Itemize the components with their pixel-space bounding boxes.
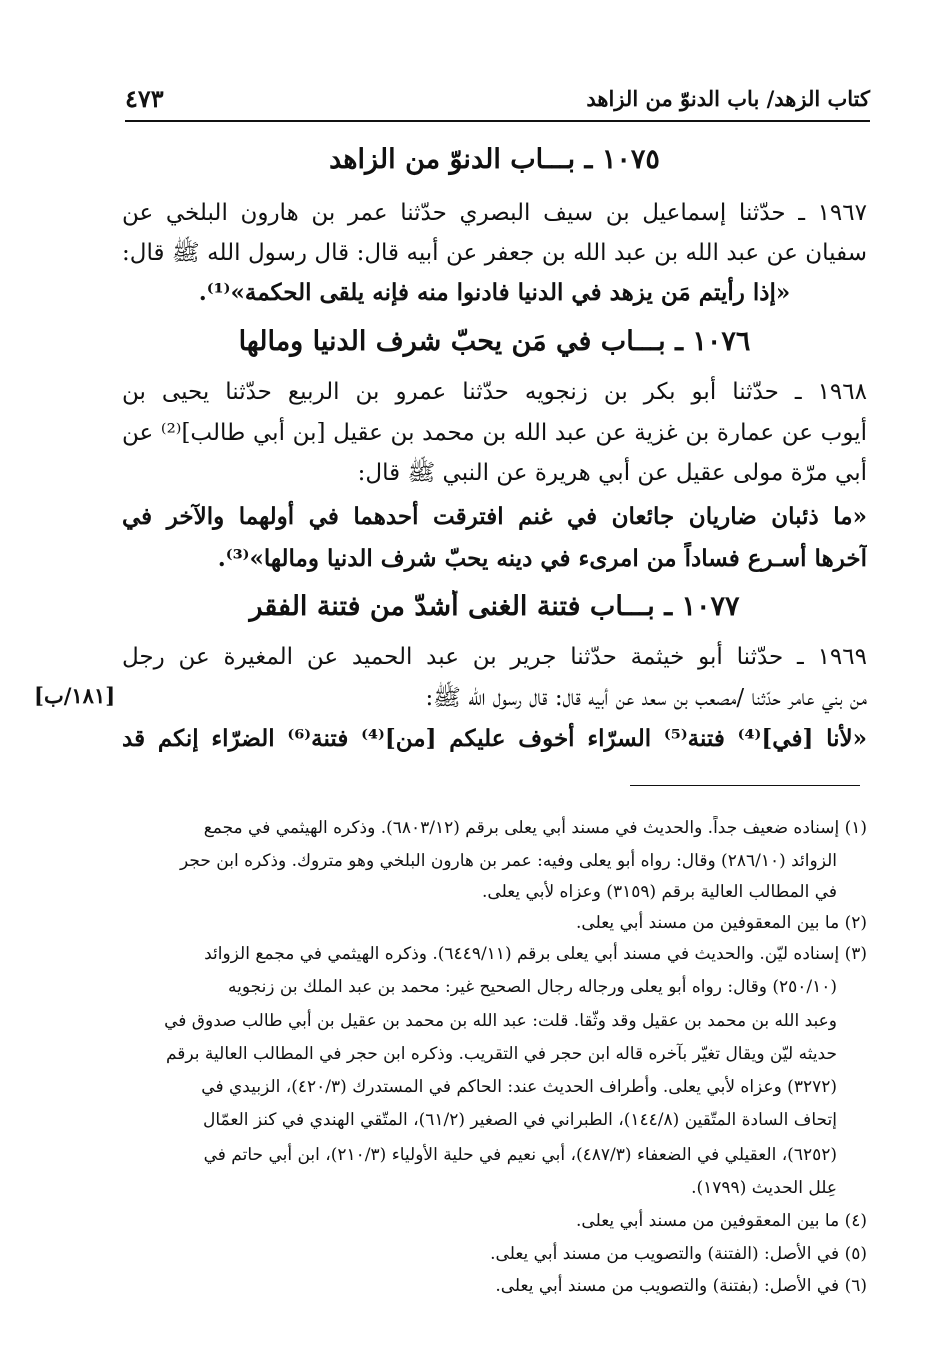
- hadith-1969-line-2: من بني عامر حدّثنا /مصعب بن سعد عن أبيه قال: قال رسول الله ﷺ:: [425, 685, 867, 711]
- footnote-1-line-3: في المطالب العالية برقم (٣١٥٩) وعزاه لأبي يعلى.: [482, 882, 837, 902]
- hadith-1967-line-2: سفيان عن عبد الله بن عبد الله بن جعفر عن أبيه قال: قال رسول الله ﷺ قال:: [122, 240, 867, 266]
- footnote-5: (٥) في الأصل: (الفتنة) والتصويب من مسند أبي يعلى.: [490, 1244, 867, 1264]
- footnote-1-line-2: الزوائد (٢٨٦/١٠) وقال: رواه أبو يعلى وفيه: عمر بن هارون البلخي وهو متروك. وذكره ابن حجر: [180, 851, 837, 871]
- footnote-separator: [630, 785, 860, 786]
- footnote-3-line-5: (٣٢٧٢) وعزاه لأبي يعلى. وأطراف الحديث عند: الحاكم في المستدرك (٤٢٠/٣)، الزبيدي في: [201, 1077, 837, 1097]
- footnote-3-line-6: إتحاف السادة المتّقين (١٤٤/٨)، الطبراني في الصغير (٦١/٢)، المتّقي الهندي في كنز العمّال: [203, 1110, 837, 1130]
- footnote-3-line-1: (٣) إسناده ليّن. والحديث في مسند أبي يعلى برقم (٦٤٤٩/١١). وذكره الهيثمي في مجمع الزوائد: [204, 944, 867, 964]
- footnote-3-line-2: (٢٥٠/١٠) وقال: رواه أبو يعلى ورجاله رجال الصحيح غير: محمد بن عبد الملك بن زنجويه: [227, 977, 837, 997]
- hadith-1968-line-1: ١٩٦٨ ـ حدّثنا أبو بكر بن زنجويه حدّثنا عمرو بن الربيع حدّثنا يحيى بن: [122, 379, 867, 405]
- hadith-1968-matn-line-1: «ما ذئبان ضاريان جائعان في غنم افترقت أحدهما في أولهما والآخر في: [122, 503, 867, 530]
- hadith-1968-line-3: أبي مرّة مولى عقيل عن أبي هريرة عن النبي ﷺ قال:: [357, 460, 867, 486]
- footnote-3-line-3: وعبد الله بن محمد بن عقيل وقد وثّقا. قلت: عبد الله بن محمد بن عقيل بن أبي طالب صدوق في: [164, 1011, 837, 1031]
- footnote-3-line-8: عِلل الحديث (١٧٩٩).: [691, 1178, 837, 1198]
- footnote-4: (٤) ما بين المعقوفين من مسند أبي يعلى.: [576, 1211, 867, 1231]
- footnote-1-line-1: (١) إسناده ضعيف جداً. والحديث في مسند أبي يعلى برقم (٦٨٠٣/١٢). وذكره الهيثمي في مجمع: [203, 818, 867, 838]
- running-title: كتاب الزهد/ باب الدنوّ من الزاهد: [586, 86, 870, 111]
- hadith-1969-matn-line-1: «لأنا [في]⁽⁴⁾ فتنة⁽⁵⁾ السرّاء أخوف عليكم [من]⁽⁴⁾ فتنة⁽⁶⁾ الضرّاء إنكم قد: [122, 725, 867, 752]
- footnote-6: (٦) في الأصل: (بفتنة) والتصويب من مسند أبي يعلى.: [495, 1276, 867, 1296]
- chapter-heading-1075: ١٠٧٥ ـ بـــاب الدنوّ من الزاهد: [329, 144, 660, 175]
- hadith-1967-line-1: ١٩٦٧ ـ حدّثنا إسماعيل بن سيف البصري حدّثنا عمر بن هارون البلخي عن: [122, 200, 867, 226]
- footnote-3-line-7: (٦٢٥٢)، العقيلي في الضعفاء (٤٨٧/٣)، أبي نعيم في حلية الأولياء (٢١٠/٣)، ابن أبي حاتم في: [203, 1145, 837, 1165]
- chapter-heading-1076: ١٠٧٦ ـ بـــاب في مَن يحبّ شرف الدنيا ومالها: [238, 326, 751, 357]
- hadith-1969-line-1: ١٩٦٩ ـ حدّثنا أبو خيثمة حدّثنا جرير بن عبد الحميد عن المغيرة عن رجل: [122, 644, 867, 670]
- hadith-1968-matn-line-2: آخرها أسـرع فساداً من امرىء في دينه يحبّ شرف الدنيا ومالها»⁽³⁾.: [217, 545, 867, 572]
- hadith-1967-matn: «إذا رأيتم مَن يزهد في الدنيا فادنوا منه فإنه يلقى الحكمة»⁽¹⁾.: [198, 279, 791, 306]
- chapter-heading-1077: ١٠٧٧ ـ بـــاب فتنة الغنى أشدّ من فتنة الفقر: [249, 591, 740, 622]
- manuscript-folio-ref: [١٨١/ب]: [34, 683, 116, 708]
- running-header: [125, 84, 870, 122]
- hadith-1968-line-2: أيوب عن عمارة بن غزية عن عبد الله بن محمد بن عقيل [بن أبي طالب]⁽²⁾ عن: [122, 420, 867, 446]
- footnote-3-line-4: حديثه ليّن ويقال تغيّر بآخره قاله ابن حجر في التقريب. وذكره ابن حجر في المطالب العالية برقم: [165, 1044, 837, 1064]
- footnote-2: (٢) ما بين المعقوفين من مسند أبي يعلى.: [576, 913, 867, 933]
- page-number: ٤٧٣: [125, 84, 164, 113]
